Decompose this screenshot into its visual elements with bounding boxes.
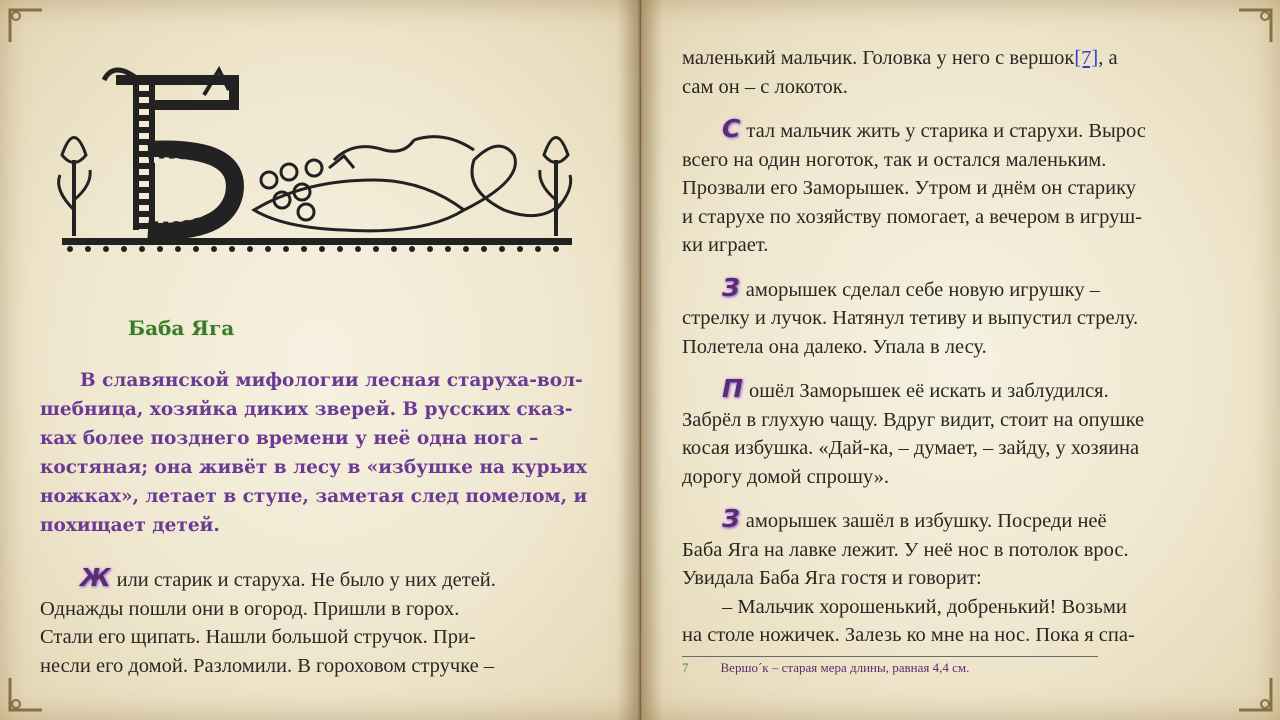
story-paragraph (682, 505, 1242, 650)
drop-cap: Ж (80, 563, 111, 592)
text-line: на столе ножичек. Залезь ко мне на нос. Пока я спа- (682, 624, 1135, 646)
text-line: С тал мальчик жить у старика и старухи. Вырос (722, 114, 1146, 143)
text-line: Стали его щипать. Нашли большой стручок. При- (40, 626, 476, 648)
corner-ornament-icon (1235, 6, 1275, 46)
drop-cap: З (722, 272, 740, 302)
intro-line: костяная; она живёт в лесу в «избушке на курьих (40, 457, 587, 478)
footnote (682, 660, 969, 676)
text-line: и старухе по хозяйству помогает, а вечером в игруш- (682, 205, 1143, 228)
text-line: Ж или старик и старуха. Не было у них детей. (80, 563, 496, 592)
ornate-letter-b-icon (44, 60, 586, 260)
text-line: Забрёл в глухую чащу. Вдруг видит, стоит на опушке (682, 408, 1145, 431)
text-line: Однажды пошли они в огород. Пришли в горох. (40, 597, 460, 620)
text-line: Полетела она далеко. Упала в лесу. (682, 335, 987, 358)
text-line: всего на один ноготок, так и остался маленьким. (682, 148, 1107, 171)
text-line: несли его домой. Разломили. В гороховом стручке – (40, 654, 495, 677)
corner-ornament-icon (6, 674, 46, 714)
text-line: Прозвали его Заморышек. Утром и днём он старику (682, 177, 1137, 199)
text-line: ки играет. (682, 234, 769, 256)
text-line: дорогу домой спрошу». (682, 465, 890, 488)
text-line: стрелку и лучок. Натянул тетиву и выпустил стрелу. (682, 307, 1139, 329)
story-paragraph (40, 564, 610, 680)
corner-ornament-icon (6, 6, 46, 46)
decorative-initial-illustration (44, 60, 586, 260)
story-paragraph (682, 115, 1242, 260)
footnote-link[interactable]: [7] (1074, 47, 1099, 69)
footnote-number: 7 (682, 660, 689, 675)
drop-cap: С (722, 114, 741, 143)
drop-cap: П (722, 374, 743, 403)
intro-line: шебница, хозяйка диких зверей. В русских сказ- (40, 399, 573, 420)
intro-line: ках более позднего времени у неё одна нога – (40, 428, 539, 449)
text-line: сам он – с локоток. (682, 75, 848, 98)
intro-paragraph (40, 366, 605, 540)
intro-line: В славянской мифологии лесная старуха-вол- (80, 370, 583, 391)
text-line: Баба Яга на лавке лежит. У неё нос в потолок врос. (682, 538, 1129, 561)
story-paragraph (682, 274, 1242, 362)
text-line: косая избушка. «Дай-ка, – думает, – зайду, у хозяина (682, 437, 1140, 459)
text-line: З аморышек сделал себе новую игрушку – (722, 272, 1100, 302)
drop-cap: З (722, 504, 740, 533)
page-title: Баба Яга (128, 316, 235, 340)
intro-line: похищает детей. (40, 515, 220, 536)
text-line: З аморышек зашёл в избушку. Посреди неё (722, 504, 1107, 533)
story-paragraph (682, 375, 1242, 491)
story-continuation (682, 44, 1242, 664)
text-paragraph (682, 44, 1242, 101)
text-line: П ошёл Заморышек её искать и заблудился. (722, 374, 1109, 403)
intro-line: ножках», летает в ступе, заметая след помелом, и (40, 486, 588, 507)
footnote-text: Вершо´к – старая мера длины, равная 4,4 см. (720, 660, 970, 675)
corner-ornament-icon (1235, 674, 1275, 714)
text-line: – Мальчик хорошенький, добренький! Возьми (722, 595, 1127, 618)
text-line: Увидала Баба Яга гостя и говорит: (682, 567, 982, 589)
footnote-divider (682, 656, 1098, 657)
text-line: маленький мальчик. Головка у него с вершок[7], а (682, 47, 1118, 69)
